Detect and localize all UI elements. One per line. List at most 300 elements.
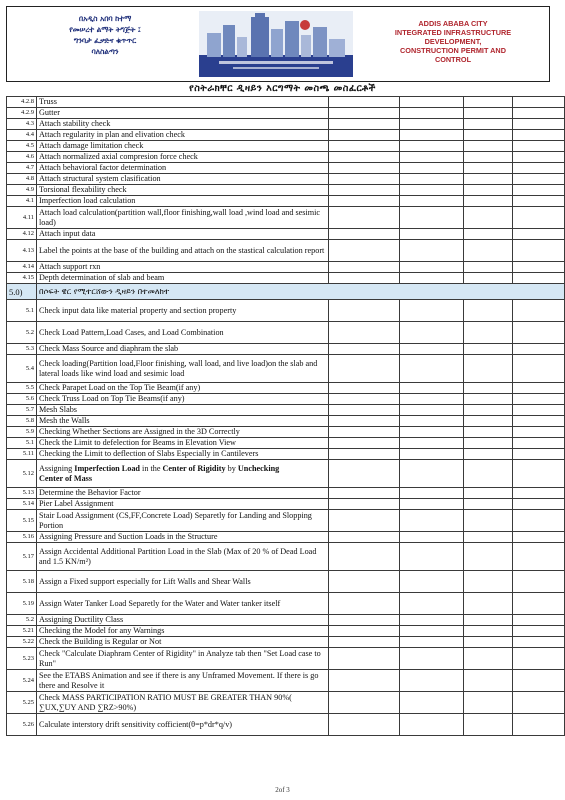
check-cell[interactable]: [513, 207, 565, 229]
check-cell[interactable]: [464, 152, 513, 163]
agency-name-line: የመሠረተ ልማት ትግጅት ፤: [69, 25, 141, 34]
check-cell[interactable]: [464, 196, 513, 207]
description-fragment: in the: [140, 463, 163, 473]
item-description: [37, 460, 329, 488]
check-cell[interactable]: [329, 174, 400, 185]
document-title: የስትራክቸር ዲዛይን እርግማት መስጫ መስፈርቶች: [189, 83, 376, 94]
check-cell[interactable]: [513, 460, 565, 488]
check-cell[interactable]: [329, 543, 400, 571]
item-description: Check "Calculate Diaphram Center of Rigidity" in Analyze tab then "Set Load case to Run": [37, 648, 329, 670]
check-cell[interactable]: [329, 416, 400, 427]
check-cell[interactable]: [400, 322, 464, 344]
check-cell[interactable]: [329, 532, 400, 543]
checklist-row: [7, 571, 565, 593]
check-cell[interactable]: [329, 300, 400, 322]
check-cell[interactable]: [329, 152, 400, 163]
check-cell[interactable]: [513, 108, 565, 119]
checklist-row: [7, 322, 565, 344]
checklist-row: [7, 229, 565, 240]
check-cell[interactable]: [464, 692, 513, 714]
check-cell[interactable]: [329, 460, 400, 488]
item-description: Checking the Limit to deflection of Slabs Especially in Cantilevers: [37, 449, 329, 460]
checklist-row: [7, 119, 565, 130]
check-cell[interactable]: [513, 300, 565, 322]
check-cell[interactable]: [329, 637, 400, 648]
check-cell[interactable]: [400, 394, 464, 405]
check-cell[interactable]: [400, 670, 464, 692]
check-cell[interactable]: [513, 141, 565, 152]
check-cell[interactable]: [329, 185, 400, 196]
check-cell[interactable]: [464, 300, 513, 322]
check-cell[interactable]: [464, 141, 513, 152]
check-cell[interactable]: [464, 510, 513, 532]
check-cell[interactable]: [400, 499, 464, 510]
check-cell[interactable]: [464, 637, 513, 648]
checklist-row: [7, 615, 565, 626]
check-cell[interactable]: [513, 196, 565, 207]
check-cell[interactable]: [464, 108, 513, 119]
checklist-row: [7, 626, 565, 637]
agency-logo: [199, 11, 353, 77]
check-cell[interactable]: [400, 273, 464, 284]
check-cell[interactable]: [464, 543, 513, 571]
checklist-row: [7, 394, 565, 405]
check-cell[interactable]: [329, 427, 400, 438]
check-cell[interactable]: [400, 438, 464, 449]
description-fragment: Center of Rigidity: [162, 463, 226, 473]
check-cell[interactable]: [329, 510, 400, 532]
check-cell[interactable]: [513, 344, 565, 355]
check-cell[interactable]: [513, 714, 565, 736]
check-cell[interactable]: [329, 593, 400, 615]
check-cell[interactable]: [513, 229, 565, 240]
checklist-row: [7, 355, 565, 383]
section-header-row: [7, 284, 565, 300]
check-cell[interactable]: [464, 416, 513, 427]
check-cell[interactable]: [464, 438, 513, 449]
check-cell[interactable]: [464, 532, 513, 543]
check-cell[interactable]: [464, 262, 513, 273]
check-cell[interactable]: [329, 648, 400, 670]
checklist-row: [7, 449, 565, 460]
check-cell[interactable]: [513, 488, 565, 499]
check-cell[interactable]: [464, 344, 513, 355]
section-number: 5.0): [7, 284, 37, 300]
item-description: Check Mass Source and diaphram the slab: [37, 344, 329, 355]
item-number: 5.2: [7, 615, 37, 626]
agency-name-line: ADDIS ABABA CITY: [418, 19, 488, 28]
check-cell[interactable]: [464, 488, 513, 499]
check-cell[interactable]: [329, 97, 400, 108]
check-cell[interactable]: [464, 593, 513, 615]
check-cell[interactable]: [329, 108, 400, 119]
checklist-row: [7, 240, 565, 262]
item-number: 5.19: [7, 593, 37, 615]
item-number: 5.4: [7, 355, 37, 383]
checklist-row: [7, 174, 565, 185]
item-description: Attach behavioral factor determination: [37, 163, 329, 174]
check-cell[interactable]: [513, 626, 565, 637]
item-description: Check loading(Partition load,Floor finishing, wall load, and live load)on the slab and lateral loads like wind load and sesimic load: [37, 355, 329, 383]
check-cell[interactable]: [400, 196, 464, 207]
check-cell[interactable]: [464, 119, 513, 130]
check-cell[interactable]: [400, 300, 464, 322]
item-description: Check the Building is Regular or Not: [37, 637, 329, 648]
item-number: 5.1: [7, 438, 37, 449]
checklist-row: [7, 499, 565, 510]
item-number: 5.12: [7, 460, 37, 488]
item-number: 4.2.9: [7, 108, 37, 119]
checklist-row: [7, 196, 565, 207]
check-cell[interactable]: [400, 119, 464, 130]
check-cell[interactable]: [513, 637, 565, 648]
check-cell[interactable]: [513, 394, 565, 405]
checklist-row: [7, 714, 565, 736]
checklist-row: [7, 532, 565, 543]
check-cell[interactable]: [400, 240, 464, 262]
item-number: 4.9: [7, 185, 37, 196]
checklist-row: [7, 273, 565, 284]
check-cell[interactable]: [513, 322, 565, 344]
item-number: 4.11: [7, 207, 37, 229]
checklist-table: [6, 96, 565, 736]
item-number: 5.22: [7, 637, 37, 648]
item-description: Attach support rxn: [37, 262, 329, 273]
check-cell[interactable]: [464, 383, 513, 394]
description-fragment: Unchecking: [237, 463, 280, 473]
check-cell[interactable]: [329, 240, 400, 262]
check-cell[interactable]: [464, 670, 513, 692]
checklist-row: [7, 262, 565, 273]
check-cell[interactable]: [513, 543, 565, 571]
item-description: Check Parapet Load on the Top Tie Beam(if any): [37, 383, 329, 394]
check-cell[interactable]: [513, 185, 565, 196]
checklist-row: [7, 130, 565, 141]
check-cell[interactable]: [513, 130, 565, 141]
check-cell[interactable]: [513, 449, 565, 460]
item-number: 4.12: [7, 229, 37, 240]
check-cell[interactable]: [464, 499, 513, 510]
checklist-row: [7, 383, 565, 394]
checklist-row: [7, 152, 565, 163]
check-cell[interactable]: [464, 273, 513, 284]
checklist-row: [7, 692, 565, 714]
check-cell[interactable]: [464, 229, 513, 240]
item-description: Attach structural system clasification: [37, 174, 329, 185]
check-cell[interactable]: [464, 174, 513, 185]
description-fragment: by: [225, 463, 238, 473]
check-cell[interactable]: [400, 152, 464, 163]
description-fragment: Center of Mass: [39, 473, 93, 483]
item-number: 5.8: [7, 416, 37, 427]
check-cell[interactable]: [329, 229, 400, 240]
item-description: Assign a Fixed support especially for Lift Walls and Shear Walls: [37, 571, 329, 593]
item-description: Check MASS PARTICIPATION RATIO MUST BE GREATER THAN 90%( ∑UX,∑UY AND ∑RZ>90%): [37, 692, 329, 714]
check-cell[interactable]: [400, 229, 464, 240]
check-cell[interactable]: [513, 427, 565, 438]
item-number: 5.16: [7, 532, 37, 543]
check-cell[interactable]: [329, 383, 400, 394]
check-cell[interactable]: [513, 571, 565, 593]
check-cell[interactable]: [513, 510, 565, 532]
check-cell[interactable]: [329, 394, 400, 405]
check-cell[interactable]: [329, 141, 400, 152]
item-description: Attach damage limitation check: [37, 141, 329, 152]
check-cell[interactable]: [400, 174, 464, 185]
check-cell[interactable]: [400, 185, 464, 196]
check-cell[interactable]: [329, 571, 400, 593]
check-cell[interactable]: [464, 163, 513, 174]
check-cell[interactable]: [329, 615, 400, 626]
item-description: Check Truss Load on Top Tie Beams(if any): [37, 394, 329, 405]
item-number: 5.9: [7, 427, 37, 438]
check-cell[interactable]: [329, 355, 400, 383]
check-cell[interactable]: [464, 571, 513, 593]
checklist-row: [7, 510, 565, 532]
checklist-row: [7, 488, 565, 499]
item-description: Determine the Behavior Factor: [37, 488, 329, 499]
check-cell[interactable]: [513, 355, 565, 383]
check-cell[interactable]: [400, 141, 464, 152]
agency-name-line: INTEGRATED INFRASTRUCTURE: [394, 28, 512, 37]
check-cell[interactable]: [513, 593, 565, 615]
check-cell[interactable]: [464, 130, 513, 141]
checklist-row: [7, 438, 565, 449]
item-number: 4.13: [7, 240, 37, 262]
checklist-row: [7, 416, 565, 427]
item-description: Calculate interstory drift sensitivity cofficient(θ=p*dr*q/v): [37, 714, 329, 736]
item-description: Check Load Pattern,Load Cases, and Load Combination: [37, 322, 329, 344]
check-cell[interactable]: [464, 97, 513, 108]
check-cell[interactable]: [464, 355, 513, 383]
check-cell[interactable]: [329, 130, 400, 141]
check-cell[interactable]: [329, 499, 400, 510]
item-description: Check the Limit to defelection for Beams in Elevation View: [37, 438, 329, 449]
item-description: Attach input data: [37, 229, 329, 240]
item-number: 4.6: [7, 152, 37, 163]
check-cell[interactable]: [329, 438, 400, 449]
check-cell[interactable]: [400, 163, 464, 174]
check-cell[interactable]: [329, 207, 400, 229]
check-cell[interactable]: [513, 97, 565, 108]
check-cell[interactable]: [400, 405, 464, 416]
check-cell[interactable]: [400, 108, 464, 119]
item-description: Assigning Pressure and Suction Loads in the Structure: [37, 532, 329, 543]
item-number: 5.26: [7, 714, 37, 736]
check-cell[interactable]: [400, 692, 464, 714]
check-cell[interactable]: [513, 119, 565, 130]
check-cell[interactable]: [400, 593, 464, 615]
check-cell[interactable]: [513, 670, 565, 692]
check-cell[interactable]: [513, 273, 565, 284]
agency-name-line: ባለስልጣን: [91, 47, 119, 56]
check-cell[interactable]: [329, 449, 400, 460]
check-cell[interactable]: [513, 416, 565, 427]
item-number: 5.24: [7, 670, 37, 692]
item-number: 5.15: [7, 510, 37, 532]
checklist-row: [7, 543, 565, 571]
item-number: 5.3: [7, 344, 37, 355]
agency-name-line: CONSTRUCTION PERMIT AND: [400, 46, 506, 55]
item-description: Torsional flexability check: [37, 185, 329, 196]
check-cell[interactable]: [400, 571, 464, 593]
item-description: Attach regularity in plan and elivation check: [37, 130, 329, 141]
check-cell[interactable]: [400, 355, 464, 383]
item-number: 4.4: [7, 130, 37, 141]
check-cell[interactable]: [464, 405, 513, 416]
check-cell[interactable]: [464, 460, 513, 488]
check-cell[interactable]: [400, 648, 464, 670]
check-cell[interactable]: [513, 152, 565, 163]
checklist-row: [7, 593, 565, 615]
check-cell[interactable]: [464, 648, 513, 670]
check-cell[interactable]: [400, 532, 464, 543]
check-cell[interactable]: [400, 626, 464, 637]
check-cell[interactable]: [400, 130, 464, 141]
item-number: 5.13: [7, 488, 37, 499]
check-cell[interactable]: [400, 615, 464, 626]
check-cell[interactable]: [513, 438, 565, 449]
item-description: Assign Accidental Additional Partition Load in the Slab (Max of 20 % of Dead Load and 1.5 KN/m²): [37, 543, 329, 571]
check-cell[interactable]: [329, 322, 400, 344]
item-description: Assign Water Tanker Load Separetly for the Water and Water tanker itself: [37, 593, 329, 615]
check-cell[interactable]: [400, 262, 464, 273]
item-description: Label the points at the base of the building and attach on the stastical calculation report: [37, 240, 329, 262]
check-cell[interactable]: [329, 262, 400, 273]
item-number: 4.8: [7, 174, 37, 185]
check-cell[interactable]: [464, 207, 513, 229]
item-description: Attach normalized axial compresion force check: [37, 152, 329, 163]
check-cell[interactable]: [464, 185, 513, 196]
check-cell[interactable]: [400, 510, 464, 532]
item-number: 4.14: [7, 262, 37, 273]
item-description: See the ETABS Animation and see if there is any Unframed Movement. If there is go there and Resolve it: [37, 670, 329, 692]
agency-name-line: CONTROL: [434, 55, 472, 64]
check-cell[interactable]: [513, 405, 565, 416]
check-cell[interactable]: [513, 383, 565, 394]
check-cell[interactable]: [400, 383, 464, 394]
letterhead: [6, 6, 550, 82]
agency-name-line: ግንባታ ፈቃድና ቁጥጥር: [73, 36, 137, 45]
item-number: 5.1: [7, 300, 37, 322]
checklist-row: [7, 460, 565, 488]
item-number: 5.5: [7, 383, 37, 394]
checklist-row: [7, 141, 565, 152]
check-cell[interactable]: [513, 692, 565, 714]
check-cell[interactable]: [329, 714, 400, 736]
check-cell[interactable]: [513, 648, 565, 670]
item-description: Assigning Ductility Class: [37, 615, 329, 626]
item-description: Imperfection load calculation: [37, 196, 329, 207]
description-fragment: Assigning: [39, 463, 75, 473]
checklist-row: [7, 427, 565, 438]
check-cell[interactable]: [464, 615, 513, 626]
check-cell[interactable]: [513, 499, 565, 510]
checklist-row: [7, 185, 565, 196]
check-cell[interactable]: [513, 615, 565, 626]
check-cell[interactable]: [400, 427, 464, 438]
check-cell[interactable]: [513, 532, 565, 543]
check-cell[interactable]: [400, 416, 464, 427]
check-cell[interactable]: [400, 460, 464, 488]
checklist-row: [7, 97, 565, 108]
item-number: 4.7: [7, 163, 37, 174]
check-cell[interactable]: [513, 262, 565, 273]
check-cell[interactable]: [513, 174, 565, 185]
check-cell[interactable]: [464, 240, 513, 262]
check-cell[interactable]: [329, 626, 400, 637]
item-number: 5.23: [7, 648, 37, 670]
section-title: በሶፍት ዌር የሚተርሸውን ዲዛይን በተመለከተ: [37, 284, 565, 300]
check-cell[interactable]: [464, 714, 513, 736]
item-number: 5.18: [7, 571, 37, 593]
agency-name-line: DEVELOPMENT,: [424, 37, 482, 46]
item-description: Mesh the Walls: [37, 416, 329, 427]
check-cell[interactable]: [329, 119, 400, 130]
checklist-row: [7, 648, 565, 670]
check-cell[interactable]: [400, 637, 464, 648]
check-cell[interactable]: [464, 394, 513, 405]
item-number: 4.15: [7, 273, 37, 284]
english-agency-name: [363, 19, 543, 64]
item-description: Depth determination of slab and beam: [37, 273, 329, 284]
checklist-row: [7, 637, 565, 648]
check-cell[interactable]: [400, 543, 464, 571]
checklist-row: [7, 207, 565, 229]
checklist-row: [7, 163, 565, 174]
check-cell[interactable]: [400, 207, 464, 229]
item-description: Checking the Model for any Warnings: [37, 626, 329, 637]
checklist-row: [7, 108, 565, 119]
amharic-agency-name: [21, 13, 189, 57]
item-number: 4.5: [7, 141, 37, 152]
item-number: 5.14: [7, 499, 37, 510]
check-cell[interactable]: [400, 449, 464, 460]
item-number: 4.2.8: [7, 97, 37, 108]
check-cell[interactable]: [329, 163, 400, 174]
agency-name-line: በአዲስ አበባ ከተማ: [78, 14, 132, 23]
check-cell[interactable]: [329, 344, 400, 355]
check-cell[interactable]: [329, 488, 400, 499]
item-number: 4.3: [7, 119, 37, 130]
check-cell[interactable]: [400, 714, 464, 736]
check-cell[interactable]: [329, 405, 400, 416]
item-number: 5.2: [7, 322, 37, 344]
check-cell[interactable]: [513, 163, 565, 174]
checklist-row: [7, 405, 565, 416]
check-cell[interactable]: [329, 273, 400, 284]
check-cell[interactable]: [513, 240, 565, 262]
item-description: Attach stability check: [37, 119, 329, 130]
item-description: Truss: [37, 97, 329, 108]
checklist-row: [7, 344, 565, 355]
item-number: 5.7: [7, 405, 37, 416]
item-number: 4.1: [7, 196, 37, 207]
check-cell[interactable]: [329, 692, 400, 714]
check-cell[interactable]: [464, 449, 513, 460]
check-cell[interactable]: [400, 488, 464, 499]
item-description: Attach load calculation(partition wall,floor finishing,wall load ,wind load and sesimic load): [37, 207, 329, 229]
check-cell[interactable]: [400, 344, 464, 355]
check-cell[interactable]: [329, 196, 400, 207]
check-cell[interactable]: [329, 670, 400, 692]
page-number: 2of 3: [275, 786, 290, 794]
check-cell[interactable]: [400, 97, 464, 108]
item-number: 5.6: [7, 394, 37, 405]
check-cell[interactable]: [464, 626, 513, 637]
check-cell[interactable]: [464, 427, 513, 438]
check-cell[interactable]: [464, 322, 513, 344]
